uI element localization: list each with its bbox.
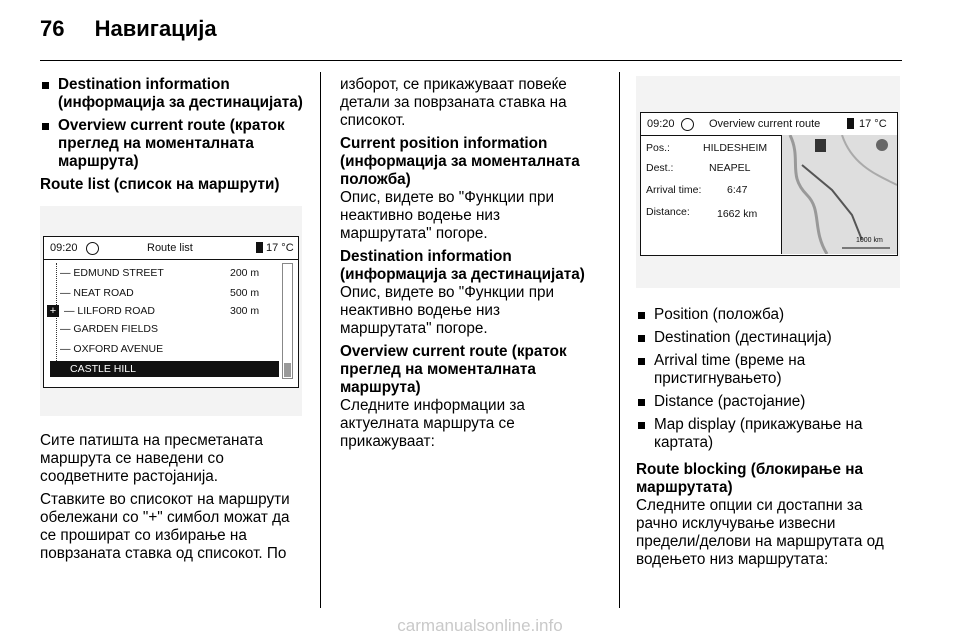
table-row[interactable]: — OXFORD AVENUE <box>60 343 164 355</box>
page-title: Навигација <box>94 16 217 41</box>
overview-screen <box>640 112 898 256</box>
table-row[interactable]: — EDMUND STREET <box>60 267 164 279</box>
text-line: Distance (растојание) <box>654 393 806 410</box>
route-list-screen <box>43 236 299 388</box>
selected-row[interactable] <box>50 361 279 377</box>
text-line: детали за поврзаната ставка на <box>340 94 567 111</box>
dest-value: NEAPEL <box>709 162 751 174</box>
section-heading <box>340 343 610 397</box>
text-line: Следните информации за <box>340 397 525 414</box>
left-column <box>40 76 312 194</box>
text-line: (информација за дестинацијата) <box>340 266 585 283</box>
compass-icon <box>876 139 888 151</box>
text-line: маршрутата" погоре. <box>340 320 488 337</box>
section-heading <box>636 461 908 497</box>
header-rule <box>40 60 902 61</box>
phone-icon <box>256 242 263 253</box>
text-line: обележани со "+" симбол можат да <box>40 509 290 526</box>
text-line: списокот. <box>340 112 406 129</box>
text-line: маршрута се наведени со <box>40 450 224 467</box>
table-row[interactable]: — GARDEN FIELDS <box>60 323 159 335</box>
text-line: Route blocking (блокирање на <box>636 461 864 478</box>
clock: 09:20 <box>647 118 675 130</box>
page-number: 76 <box>40 16 65 41</box>
text-line: преглед на моменталната <box>340 361 536 378</box>
text-line: Destination information <box>340 248 512 265</box>
left-text <box>40 432 315 563</box>
row-name: CASTLE HILL <box>70 363 136 375</box>
pos-label: Pos.: <box>646 142 670 154</box>
overview-screenshot <box>636 76 900 288</box>
temperature: 17 °C <box>859 118 887 130</box>
list-item <box>40 76 312 112</box>
text-line: соодветните растојанија. <box>40 468 219 485</box>
list-item <box>636 416 908 452</box>
arrival-label: Arrival time: <box>646 184 702 196</box>
text-line: Destination (дестинација) <box>654 329 832 346</box>
text-line: Overview current route (краток <box>340 343 567 360</box>
text-line: Current position information <box>340 135 548 152</box>
right-column <box>636 306 908 569</box>
text-line: прикажуваат: <box>340 433 435 450</box>
clock: 09:20 <box>50 242 78 254</box>
row-distance: 300 m <box>230 305 260 317</box>
screen-title-bar <box>44 237 298 260</box>
screen-title: Overview current route <box>709 118 821 130</box>
text-line: рачно исклучување извесни <box>636 515 836 532</box>
text-line: Overview current route (краток <box>58 117 285 134</box>
smiley-icon <box>86 242 99 255</box>
text-line: положба) <box>340 171 411 188</box>
column-divider <box>320 72 321 608</box>
text-line: актуелната маршрута се <box>340 415 515 432</box>
table-row[interactable]: — LILFORD ROAD <box>64 305 156 317</box>
row-distance: 200 m <box>230 267 260 279</box>
table-row[interactable]: — NEAT ROAD <box>60 287 134 299</box>
list-item <box>636 352 908 388</box>
text-line: Arrival time (време на <box>654 352 806 369</box>
map-display[interactable] <box>781 135 897 254</box>
list-item <box>40 117 312 171</box>
middle-column <box>340 76 610 451</box>
text-line: Ставките во списокот на маршрути <box>40 491 290 508</box>
distance-value: 1662 km <box>717 208 758 220</box>
text-line: преглед на моменталната <box>58 135 254 152</box>
scrollbar[interactable] <box>282 263 293 379</box>
screen-title: Route list <box>147 242 193 254</box>
text-line: се прошират со избирање на <box>40 527 247 544</box>
plus-icon[interactable]: + <box>47 305 59 317</box>
text-line: водењето низ маршрутата: <box>636 551 829 568</box>
text-line: Следните опции си достапни за <box>636 497 863 514</box>
text-line: Сите патишта на пресметаната <box>40 432 264 449</box>
pos-value: HILDESHEIM <box>703 142 768 154</box>
route-list-screenshot <box>40 206 302 416</box>
map-border <box>842 135 897 185</box>
watermark: carmanualsonline.info <box>397 616 563 635</box>
text-line: Destination information <box>58 76 230 93</box>
scrollbar-thumb[interactable] <box>284 363 291 377</box>
text-line: предели/делови на маршрутата од <box>636 533 884 550</box>
screen-title-bar <box>641 113 897 136</box>
text-line: Map display (прикажување на <box>654 416 863 433</box>
section-heading: Route list (список на маршрути) <box>40 176 280 193</box>
temperature: 17 °C <box>266 242 294 254</box>
text-line: Position (положба) <box>654 306 785 323</box>
row-distance: 500 m <box>230 287 260 299</box>
list-item <box>636 329 908 347</box>
list-item <box>636 393 908 411</box>
text-line: маршрута) <box>58 153 139 170</box>
text-line: неактивно водење низ <box>340 302 500 319</box>
warning-icon <box>815 139 826 152</box>
text-line: пристигнувањето) <box>654 370 782 387</box>
text-line: поврзаната ставка од списокот. По <box>40 545 287 562</box>
text-line: картата) <box>654 434 714 451</box>
list-item <box>636 306 908 324</box>
column-divider <box>619 72 620 608</box>
text-line: неактивно водење низ <box>340 207 500 224</box>
text-line: маршрута) <box>340 379 421 396</box>
text-line: изборот, се прикажуваат повеќе <box>340 76 567 93</box>
section-heading <box>340 248 610 284</box>
phone-icon <box>847 118 854 129</box>
map-scale: 1000 km <box>856 237 883 244</box>
text-line: (информација за моменталната <box>340 153 580 170</box>
arrival-value: 6:47 <box>727 184 748 196</box>
text-line: Опис, видете во "Функции при <box>340 284 555 301</box>
page-header <box>40 16 217 42</box>
text-line: (информација за дестинацијата) <box>58 94 303 111</box>
smiley-icon <box>681 118 694 131</box>
section-heading <box>340 135 610 189</box>
text-line: маршрутата) <box>636 479 733 496</box>
text-line: маршрутата" погоре. <box>340 225 488 242</box>
distance-label: Distance: <box>646 206 690 218</box>
dest-label: Dest.: <box>646 162 674 174</box>
map-coastline <box>790 135 827 254</box>
text-line: Опис, видете во "Функции при <box>340 189 555 206</box>
